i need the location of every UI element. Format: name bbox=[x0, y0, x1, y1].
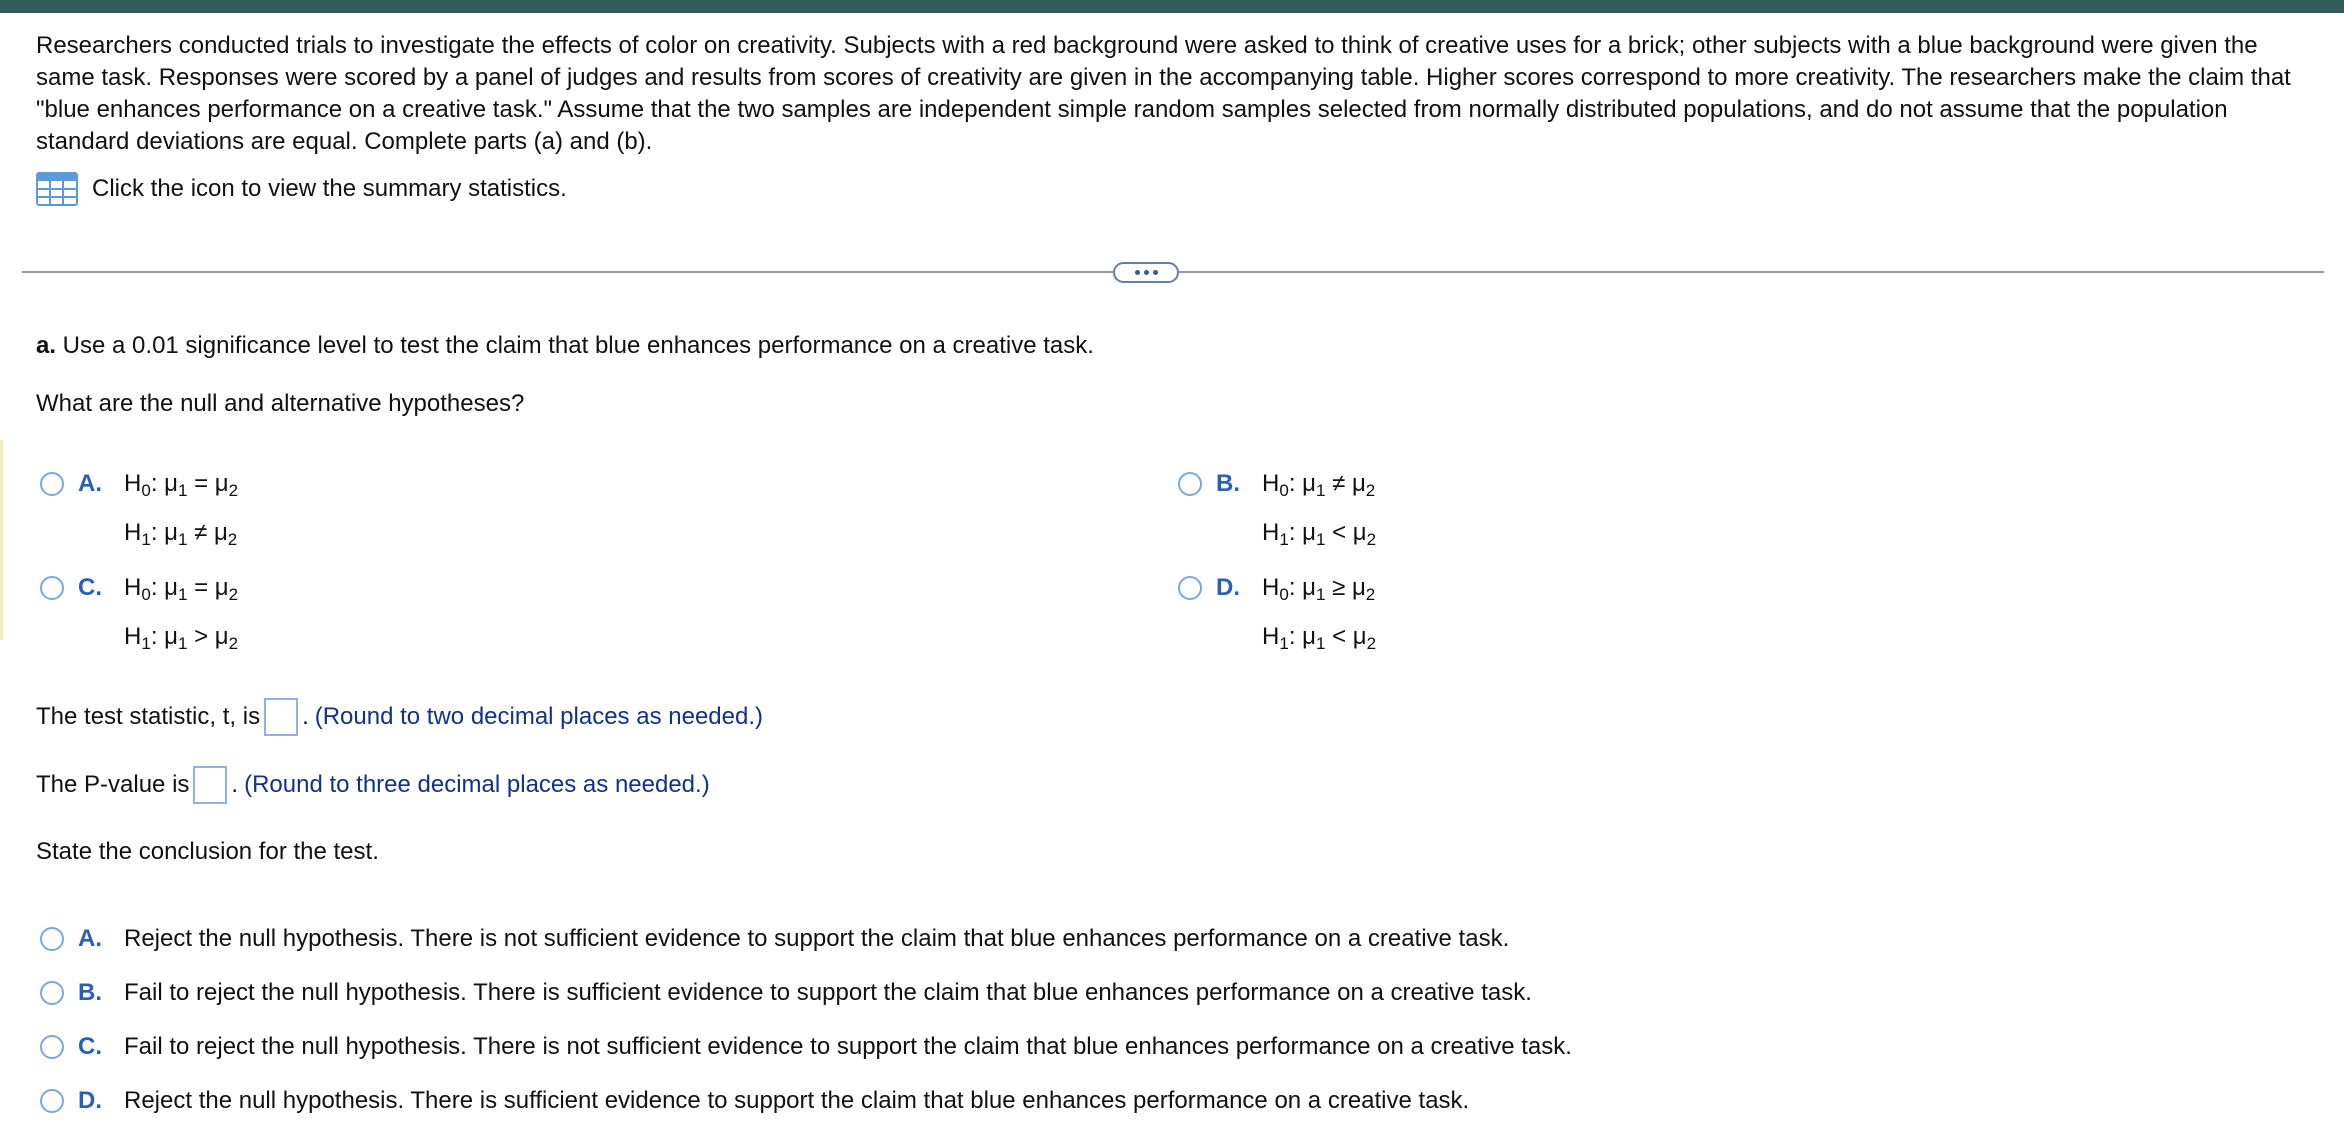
hypothesis-pair bbox=[1262, 463, 1376, 561]
test-statistic-hint: (Round to two decimal places as needed.) bbox=[314, 703, 763, 730]
option-letter: C. bbox=[78, 1033, 102, 1060]
null-relation: = bbox=[194, 574, 209, 601]
more-dot bbox=[1153, 270, 1158, 275]
null-relation: = bbox=[194, 470, 209, 497]
p-value-hint: (Round to three decimal places as needed.) bbox=[244, 771, 710, 798]
hypothesis-option-a[interactable] bbox=[40, 468, 238, 561]
p-value-period: . bbox=[231, 771, 239, 798]
problem-statement: Researchers conducted trials to investigate the effects of color on creativity. Subjects with a red background were asked to think of creative uses for a brick; other subjects with a blue background were given the same task. Responses were scored by a panel of judges and results from scores of creativity are given in the accompanying table. Higher scores correspond to more creativity. The researchers make the claim that "blue enhances performance on a creative task." Assume that the two samples are independent simple random samples selected from normally distributed populations, and do not assume that the population standard deviations are equal. Complete parts (a) and (b). bbox=[36, 32, 2291, 155]
hypotheses-question: What are the null and alternative hypotheses? bbox=[36, 390, 525, 417]
alt-hypothesis: $H_1$: $\mu_1 \ne \mu_2$ bbox=[124, 519, 238, 549]
alt-relation: > bbox=[194, 623, 209, 650]
test-statistic-input[interactable] bbox=[264, 698, 298, 736]
hypothesis-pair bbox=[124, 463, 238, 561]
null-relation: ≠ bbox=[1332, 470, 1346, 497]
conclusion-option-c[interactable] bbox=[40, 1020, 1572, 1074]
radio-button[interactable] bbox=[40, 1089, 64, 1113]
p-value-prompt: The P-value is bbox=[36, 771, 190, 798]
test-statistic-period: . bbox=[302, 703, 309, 730]
alt-relation: < bbox=[1332, 519, 1347, 546]
part-a-label: a. bbox=[36, 332, 57, 359]
conclusion-question: State the conclusion for the test. bbox=[36, 838, 379, 865]
alt-hypothesis: $H_1$: $\mu_1 > \mu_2$ bbox=[124, 623, 239, 653]
null-hypothesis: $H_0$: $\mu_1 \ge \mu_2$ bbox=[1262, 574, 1376, 604]
summary-statistics-link[interactable] bbox=[36, 172, 567, 206]
null-hypothesis: $H_0$: $\mu_1 = \mu_2$ bbox=[124, 470, 239, 500]
part-a-prompt bbox=[36, 330, 1094, 362]
conclusion-text: Fail to reject the null hypothesis. There is not sufficient evidence to support the claim that blue enhances performance on a creative task. bbox=[124, 1033, 1572, 1060]
table-grid-icon[interactable] bbox=[36, 172, 78, 206]
radio-button[interactable] bbox=[1178, 472, 1202, 496]
option-letter: D. bbox=[1216, 574, 1240, 601]
conclusion-text: Reject the null hypothesis. There is sufficient evidence to support the claim that blue enhances performance on a creative task. bbox=[124, 1087, 1470, 1114]
radio-button[interactable] bbox=[40, 927, 64, 951]
alt-relation: ≠ bbox=[194, 519, 208, 546]
part-a-text: Use a 0.01 significance level to test the claim that blue enhances performance on a creative task. bbox=[56, 332, 1094, 359]
option-letter: D. bbox=[78, 1087, 102, 1114]
hypothesis-pair bbox=[1262, 567, 1376, 665]
p-value-input[interactable] bbox=[193, 766, 227, 804]
conclusion-options bbox=[40, 912, 1572, 1128]
radio-button[interactable] bbox=[1178, 576, 1202, 600]
null-relation: ≥ bbox=[1332, 574, 1346, 601]
option-letter: C. bbox=[78, 574, 102, 601]
test-statistic-prompt: The test statistic, t, is bbox=[36, 703, 261, 730]
hypothesis-option-d[interactable] bbox=[1178, 572, 1376, 665]
more-dot bbox=[1135, 270, 1140, 275]
more-dot bbox=[1144, 270, 1149, 275]
conclusion-text: Reject the null hypothesis. There is not sufficient evidence to support the claim that blue enhances performance on a creative task. bbox=[124, 925, 1510, 952]
option-letter: B. bbox=[1216, 470, 1240, 497]
null-hypothesis: $H_0$: $\mu_1 = \mu_2$ bbox=[124, 574, 239, 604]
more-dots-icon[interactable] bbox=[1113, 262, 1179, 283]
conclusion-option-b[interactable] bbox=[40, 966, 1572, 1020]
null-hypothesis: $H_0$: $\mu_1 \ne \mu_2$ bbox=[1262, 470, 1376, 500]
summary-statistics-label[interactable]: Click the icon to view the summary statistics. bbox=[92, 175, 567, 202]
conclusion-option-d[interactable] bbox=[40, 1074, 1572, 1128]
hypothesis-option-b[interactable] bbox=[1178, 468, 1376, 561]
alt-hypothesis: $H_1$: $\mu_1 < \mu_2$ bbox=[1262, 623, 1377, 653]
radio-button[interactable] bbox=[40, 472, 64, 496]
radio-button[interactable] bbox=[40, 576, 64, 600]
option-letter: A. bbox=[78, 470, 102, 497]
option-letter: A. bbox=[78, 925, 102, 952]
radio-button[interactable] bbox=[40, 1035, 64, 1059]
hypothesis-pair bbox=[124, 567, 238, 665]
top-bar bbox=[0, 0, 2344, 13]
hypothesis-option-c[interactable] bbox=[40, 572, 238, 665]
test-statistic-row bbox=[36, 698, 763, 736]
radio-button[interactable] bbox=[40, 981, 64, 1005]
left-accent-strip bbox=[0, 440, 3, 640]
option-letter: B. bbox=[78, 979, 102, 1006]
alt-hypothesis: $H_1$: $\mu_1 < \mu_2$ bbox=[1262, 519, 1377, 549]
alt-relation: < bbox=[1332, 623, 1347, 650]
conclusion-option-a[interactable] bbox=[40, 912, 1572, 966]
p-value-row bbox=[36, 766, 710, 804]
conclusion-text: Fail to reject the null hypothesis. There is sufficient evidence to support the claim that blue enhances performance on a creative task. bbox=[124, 979, 1532, 1006]
